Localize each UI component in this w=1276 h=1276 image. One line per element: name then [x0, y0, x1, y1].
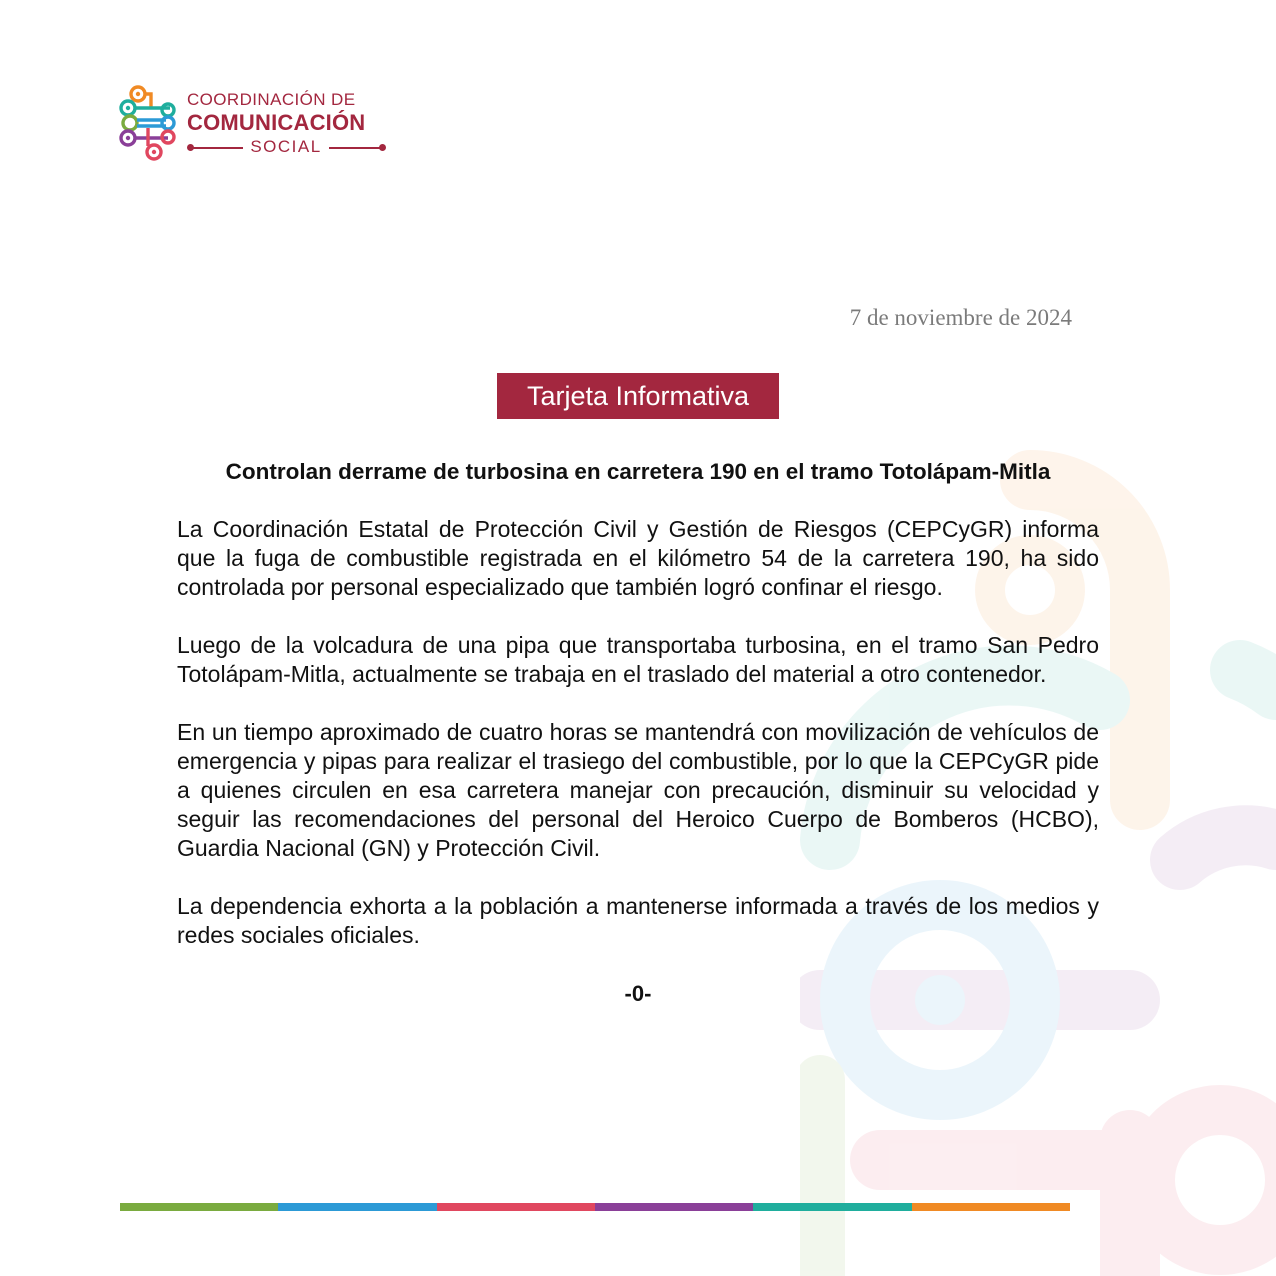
logo-rule-right	[329, 147, 381, 149]
logo-rule-left	[191, 147, 243, 149]
end-mark: -0-	[624, 981, 652, 1006]
header-logo	[118, 84, 398, 164]
headline: Controlan derrame de turbosina en carretera 190 en el tramo Totolápam-Mitla	[225, 459, 1051, 484]
footer-segment-green	[120, 1203, 278, 1211]
logo-word-social: SOCIAL	[250, 137, 322, 156]
logo-line-3	[187, 137, 397, 157]
footer-segment-blue	[278, 1203, 436, 1211]
paragraph-3: En un tiempo aproximado de cuatro horas se mantendrá con movilización de vehículos de emergencia y pipas para realizar el trasiego del combustible, por lo que la CEPCyGR pide a quienes circulen en esa carretera manejar con precaución, disminuir su velocidad y seguir las recomendaciones del personal del Heroico Cuerpo de Bomberos (HCBO), Guardia Nacional (GN) y Protección Civil.	[177, 719, 1099, 861]
paragraph-2: Luego de la volcadura de una pipa que transportaba turbosina, en el tramo San Pedro Totolápam-Mitla, actualmente se trabaja en el traslado del material a otro contenedor.	[177, 632, 1099, 687]
footer-segment-teal	[753, 1203, 911, 1211]
logo-dot-right	[379, 144, 386, 151]
knot-logo-icon	[118, 84, 180, 162]
logo-line-2: COMUNICACIÓN	[187, 110, 366, 135]
paragraph-4: La dependencia exhorta a la población a mantenerse informada a través de los medios y redes sociales oficiales.	[177, 893, 1099, 948]
footer-segment-pink	[437, 1203, 595, 1211]
document-type-badge: Tarjeta Informativa	[497, 373, 779, 419]
document-body	[177, 457, 1099, 1008]
footer-segment-orange	[912, 1203, 1070, 1211]
footer-segment-purple	[595, 1203, 753, 1211]
paragraph-1: La Coordinación Estatal de Protección Civil y Gestión de Riesgos (CEPCyGR) informa que la fuga de combustible registrada en el kilómetro 54 de la carretera 190, ha sido controlada por personal especializado que también logró confinar el riesgo.	[177, 516, 1099, 600]
logo-line-1: COORDINACIÓN DE	[187, 90, 356, 109]
document-date: 7 de noviembre de 2024	[849, 305, 1072, 330]
footer-color-bar	[120, 1203, 1070, 1211]
